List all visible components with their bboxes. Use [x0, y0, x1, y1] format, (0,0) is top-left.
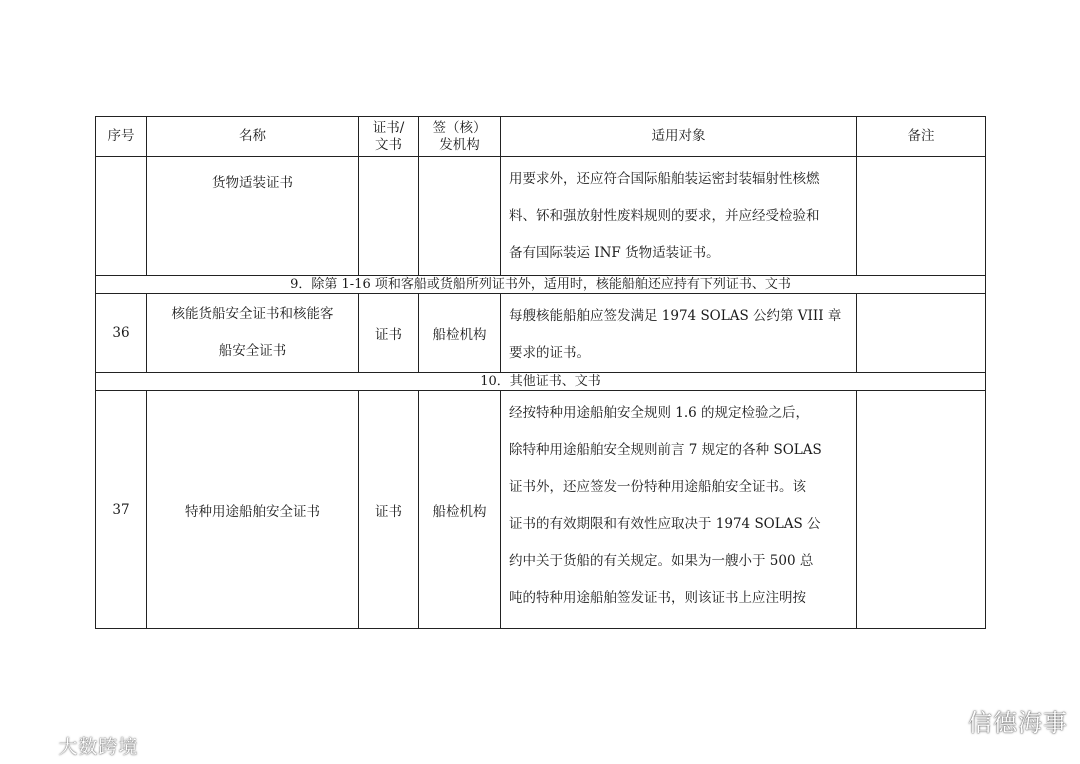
header-type-line1: 证书/	[372, 119, 405, 136]
desc-line: 除特种用途船舶安全规则前言 7 规定的各种 SOLAS	[509, 442, 822, 458]
section-heading-10: 10．其他证书、文书	[96, 373, 986, 391]
cell-no: 36	[96, 294, 147, 373]
watermark-left	[8, 732, 138, 759]
name-line1: 核能货船安全证书和核能客	[171, 306, 334, 322]
desc-line: 要求的证书。	[509, 345, 590, 361]
header-name: 名称	[147, 117, 359, 157]
wechat-icon	[936, 709, 962, 737]
logo-icon	[8, 738, 54, 758]
table-row-continued	[96, 157, 986, 276]
desc-line: 吨的特种用途船舶签发证书，则该证书上应注明按	[509, 590, 806, 606]
header-remarks: 备注	[857, 117, 986, 157]
header-type-line2: 文书	[375, 136, 402, 153]
name-line2: 船安全证书	[218, 343, 287, 359]
header-issuer-line2: 发机构	[439, 136, 480, 153]
certificate-table	[95, 116, 986, 629]
cell-no: 37	[96, 391, 147, 629]
watermark-right-text: 信德海事	[968, 709, 1068, 737]
cell-desc	[501, 294, 857, 373]
cell-type	[359, 157, 419, 276]
watermark-left-text: 大数跨境	[58, 736, 139, 758]
desc-line: 经按特种用途船舶安全规则 1.6 的规定检验之后，	[509, 405, 810, 421]
header-applies: 适用对象	[501, 117, 857, 157]
cell-remarks	[857, 157, 986, 276]
header-type	[359, 117, 419, 157]
cell-type: 证书	[359, 294, 419, 373]
desc-line: 用要求外，还应符合国际船舶装运密封装辐射性核燃	[509, 171, 820, 187]
cell-remarks	[857, 391, 986, 629]
cell-issuer	[419, 157, 501, 276]
cell-desc	[501, 157, 857, 276]
cell-name: 特种用途船舶安全证书	[147, 391, 359, 629]
desc-line: 备有国际装运 INF 货物适装证书。	[509, 245, 720, 261]
desc-line: 每艘核能船舶应签发满足 1974 SOLAS 公约第 VIII 章	[509, 308, 842, 324]
cell-name	[147, 294, 359, 373]
table-row-36	[96, 294, 986, 373]
cell-remarks	[857, 294, 986, 373]
section-heading-9: 9．除第 1-16 项和客船或货船所列证书外，适用时，核能船舶还应持有下列证书、文书	[96, 276, 986, 294]
cell-no	[96, 157, 147, 276]
section-heading-row	[96, 276, 986, 294]
header-issuer-line1: 签（核）	[432, 119, 487, 136]
cell-issuer: 船检机构	[419, 294, 501, 373]
desc-line: 约中关于货船的有关规定。如果为一艘小于 500 总	[509, 553, 814, 569]
table-row-37	[96, 391, 986, 629]
cell-desc	[501, 391, 857, 629]
cell-type: 证书	[359, 391, 419, 629]
cell-name: 货物适装证书	[147, 157, 359, 276]
watermark-right	[936, 703, 1068, 738]
desc-line: 料、钚和强放射性废料规则的要求，并应经受检验和	[509, 208, 820, 224]
header-issuer	[419, 117, 501, 157]
header-no: 序号	[96, 117, 147, 157]
table-header-row	[96, 117, 986, 157]
desc-line: 证书外，还应签发一份特种用途船舶安全证书。该	[509, 479, 806, 495]
cell-issuer: 船检机构	[419, 391, 501, 629]
section-heading-row	[96, 373, 986, 391]
desc-line: 证书的有效期限和有效性应取决于 1974 SOLAS 公	[509, 516, 821, 532]
